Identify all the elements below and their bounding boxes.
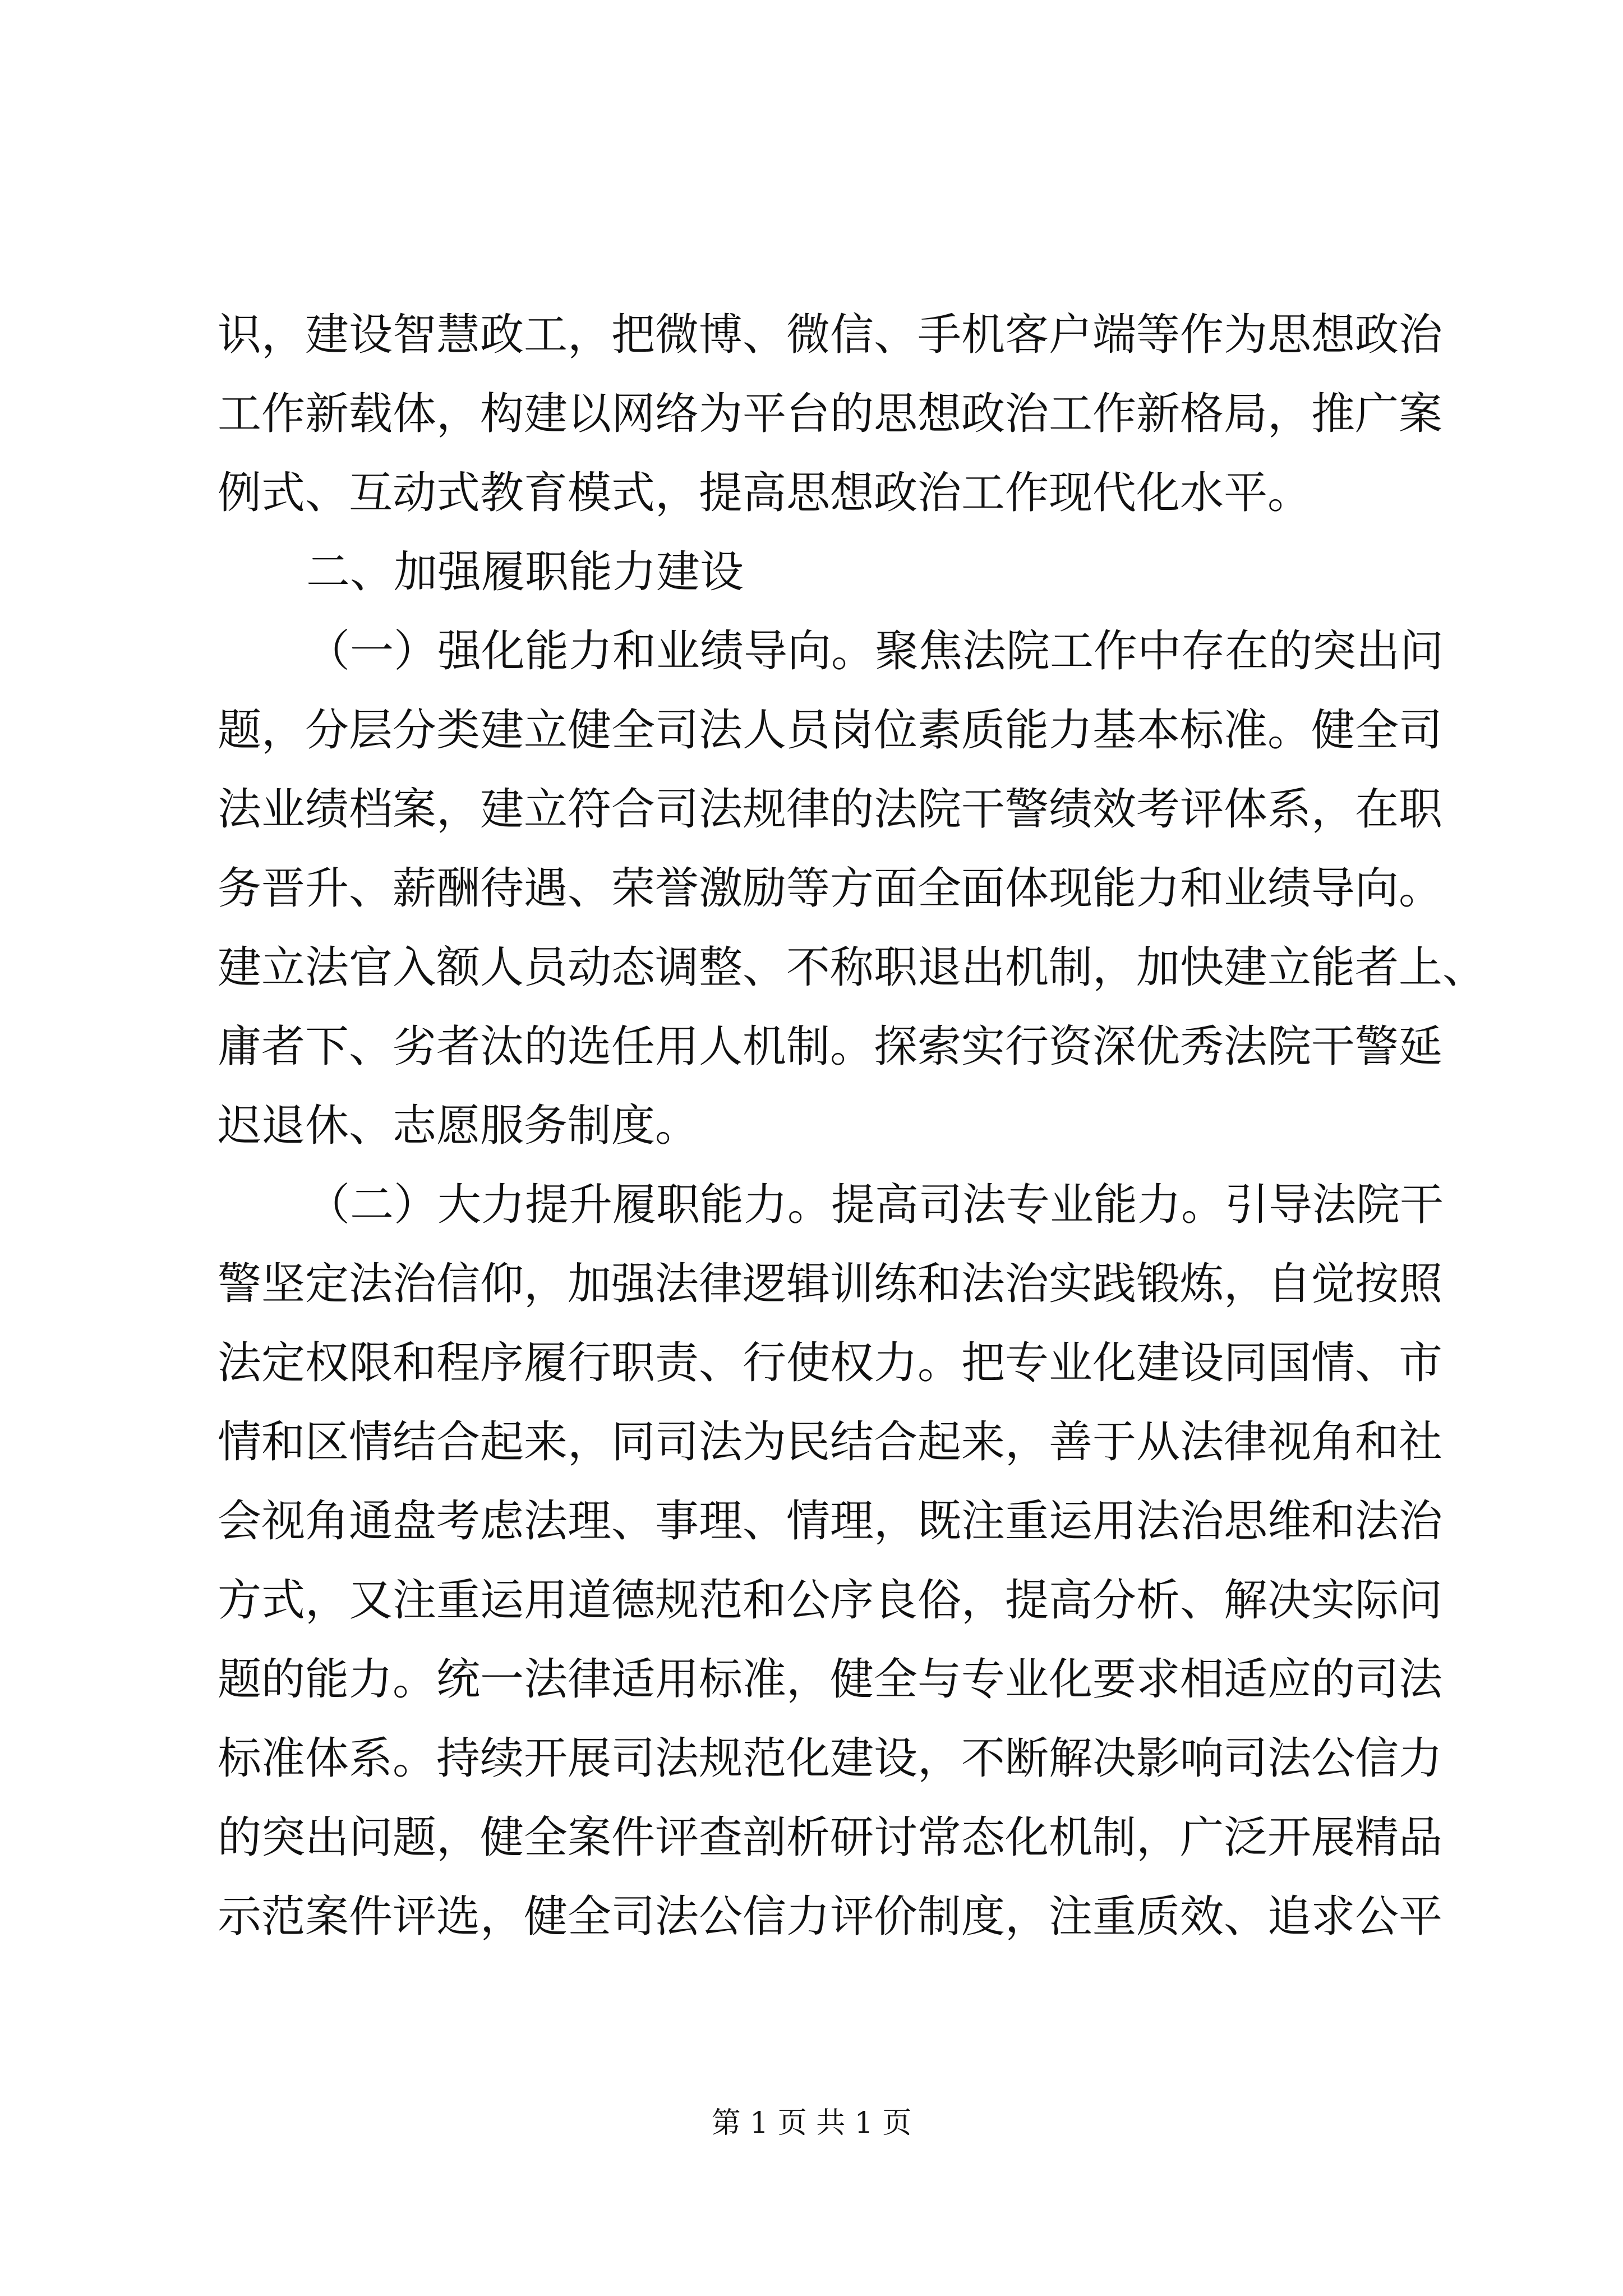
text-line: 务晋升、薪酬待遇、荣誉激励等方面全面体现能力和业绩导向。 bbox=[218, 863, 1443, 914]
text-line: 建立法官入额人员动态调整、不称职退出机制，加快建立能者上、 bbox=[218, 942, 1487, 993]
text-line: 迟退休、志愿服务制度。 bbox=[218, 1101, 699, 1151]
section-heading: 二、加强履职能力建设 bbox=[306, 547, 744, 597]
text-line: 工作新载体，构建以网络为平台的思想政治工作新格局，推广案 bbox=[218, 389, 1443, 439]
text-line: 识，建设智慧政工，把微博、微信、手机客户端等作为思想政治 bbox=[218, 310, 1443, 360]
page-number-label: 第 1 页 共 1 页 bbox=[711, 2106, 912, 2140]
document-body bbox=[218, 296, 1487, 1957]
text-line: 标准体系。持续开展司法规范化建设，不断解决影响司法公信力 bbox=[218, 1733, 1443, 1784]
text-line: （一）强化能力和业绩导向。聚焦法院工作中存在的突出问 bbox=[306, 626, 1444, 677]
text-line: 警坚定法治信仰，加强法律逻辑训练和法治实践锻炼，自觉按照 bbox=[218, 1259, 1443, 1309]
text-line: 法业绩档案，建立符合司法规律的法院干警绩效考评体系，在职 bbox=[218, 784, 1443, 835]
text-line: 的突出问题，健全案件评查剖析研讨常态化机制，广泛开展精品 bbox=[218, 1812, 1443, 1863]
text-line: （二）大力提升履职能力。提高司法专业能力。引导法院干 bbox=[306, 1180, 1444, 1230]
text-line: 方式，又注重运用道德规范和公序良俗，提高分析、解决实际问 bbox=[218, 1575, 1443, 1626]
text-line: 例式、互动式教育模式，提高思想政治工作现代化水平。 bbox=[218, 468, 1312, 518]
page-footer bbox=[0, 2101, 1623, 2146]
text-line: 法定权限和程序履行职责、行使权力。把专业化建设同国情、市 bbox=[218, 1338, 1443, 1388]
text-line: 情和区情结合起来，同司法为民结合起来，善于从法律视角和社 bbox=[218, 1417, 1443, 1467]
text-line: 会视角通盘考虑法理、事理、情理，既注重运用法治思维和法治 bbox=[218, 1496, 1443, 1547]
text-line: 题，分层分类建立健全司法人员岗位素质能力基本标准。健全司 bbox=[218, 705, 1443, 756]
text-line: 示范案件评选，健全司法公信力评价制度，注重质效、追求公平 bbox=[218, 1892, 1443, 1942]
text-line: 庸者下、劣者汰的选任用人机制。探索实行资深优秀法院干警延 bbox=[218, 1022, 1443, 1072]
text-line: 题的能力。统一法律适用标准，健全与专业化要求相适应的司法 bbox=[218, 1654, 1443, 1705]
